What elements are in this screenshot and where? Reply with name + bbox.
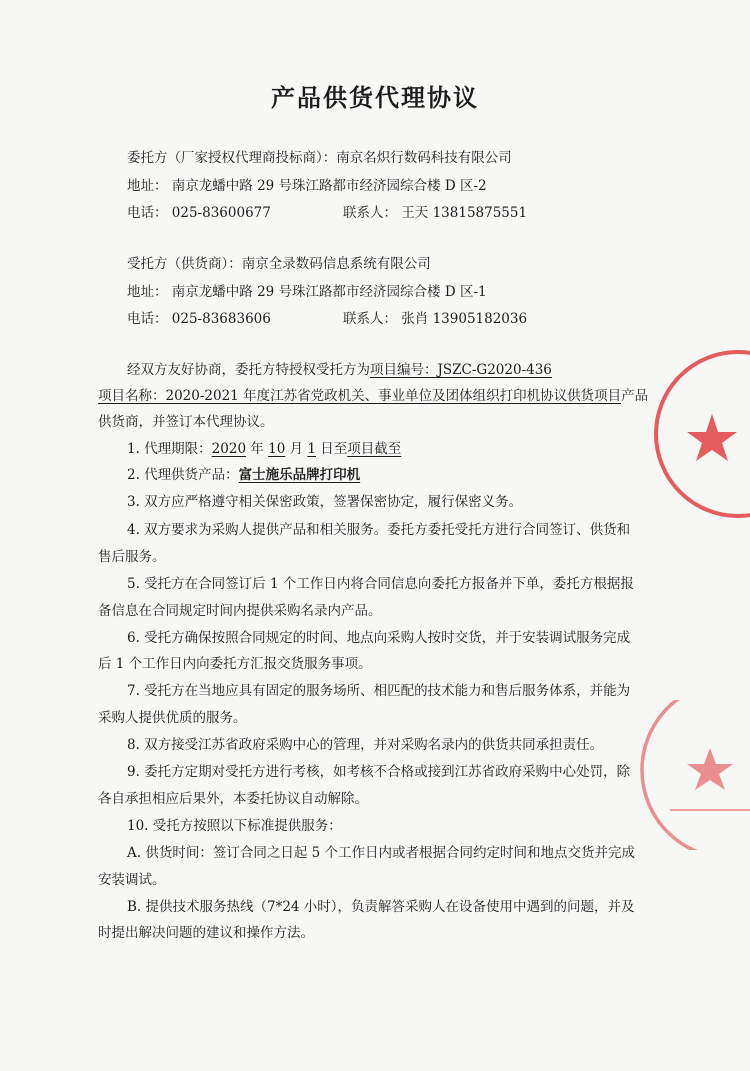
item-6-line-1: 6. 受托方确保按照合同规定的时间、地点向采购人按时交货，并于安装调试服务完成: [127, 630, 631, 646]
principal-phone: 电话： 025-83600677: [127, 205, 271, 221]
item-1-day-unit: 日至: [316, 441, 348, 457]
agent-address: 地址： 南京龙蟠中路 29 号珠江路都市经济园综合楼 D 区-1: [127, 284, 487, 300]
item-1: [127, 437, 401, 457]
project-number: 项目编号：JSZC-G2020-436: [370, 362, 552, 378]
item-1-day: 1: [307, 441, 316, 457]
item-10a-line-1: A. 供货时间：签订合同之日起 5 个工作日内或者根据合同约定时间和地点交货并完成: [127, 845, 636, 861]
intro-text-2: 产品: [621, 388, 649, 404]
item-2: [127, 463, 360, 483]
item-1-label: 1. 代理期限：: [127, 441, 212, 457]
intro-text-1: 经双方友好协商，委托方特授权受托方为: [127, 362, 370, 378]
item-4-line-1: 4. 双方要求为采购人提供产品和相关服务。委托方委托受托方进行合同签订、供货和: [127, 522, 631, 538]
agent-name: 受托方（供货商）：南京全录数码信息系统有限公司: [127, 256, 431, 272]
item-1-year: 2020: [211, 441, 247, 457]
item-1-end: 项目截至: [347, 441, 402, 457]
item-5-line-1: 5. 受托方在合同签订后 1 个工作日内将合同信息向委托方报备并下单，委托方根据报: [127, 576, 634, 592]
principal-contact: 联系人： 王天 13815875551: [343, 205, 528, 221]
item-5-line-2: 备信息在合同规定时间内提供采购名录内产品。: [98, 603, 382, 619]
item-10: 10. 受托方按照以下标准提供服务：: [127, 818, 342, 834]
agent-contact: 联系人： 张肖 13905182036: [343, 311, 528, 327]
principal-address: 地址： 南京龙蟠中路 29 号珠江路都市经济园综合楼 D 区-2: [127, 178, 487, 194]
item-7-line-2: 采购人提供优质的服务。: [98, 710, 247, 726]
item-8: 8. 双方接受江苏省政府采购中心的管理，并对采购名录内的供货共同承担责任。: [127, 737, 604, 753]
intro-line-1: [127, 358, 552, 378]
item-1-month: 10: [268, 441, 286, 457]
item-10a-line-2: 安装调试。: [98, 872, 166, 888]
agent-phone: 电话： 025-83683606: [127, 311, 271, 327]
item-10b-line-2: 时提出解决问题的建议和操作方法。: [98, 925, 314, 941]
item-4-line-2: 售后服务。: [98, 549, 166, 565]
item-10b-line-1: B. 提供技术服务热线（7*24 小时），负责解答采购人在设备使用中遇到的问题，并及: [127, 899, 635, 915]
item-9-line-1: 9. 委托方定期对受托方进行考核，如考核不合格或接到江苏省政府采购中心处罚，除: [127, 764, 631, 780]
item-1-year-unit: 年: [246, 441, 269, 457]
item-2-product: 富士施乐品牌打印机: [238, 467, 361, 483]
principal-name: 委托方（厂家授权代理商投标商）：南京名炽行数码科技有限公司: [127, 150, 512, 166]
item-9-line-2: 各自承担相应后果外，本委托协议自动解除。: [98, 791, 368, 807]
company-seal-quanlu: [640, 342, 750, 522]
project-name: 项目名称：2020-2021 年度江苏省党政机关、事业单位及团体组织打印机协议供货项目: [98, 388, 622, 404]
item-1-month-unit: 月: [285, 441, 308, 457]
contract-seal-mingchixing: [610, 700, 750, 850]
item-6-line-2: 后 1 个工作日内向委托方汇报交货服务事项。: [98, 656, 372, 672]
document-title: 产品供货代理协议: [271, 83, 479, 112]
item-3: 3. 双方应严格遵守相关保密政策，签署保密协定，履行保密义务。: [127, 494, 523, 510]
intro-line-3: 供货商，并签订本代理协议。: [98, 414, 274, 430]
intro-line-2: [98, 384, 648, 404]
item-7-line-1: 7. 受托方在当地应具有固定的服务场所、相匹配的技术能力和售后服务体系，并能为: [127, 683, 631, 699]
item-2-label: 2. 代理供货产品：: [127, 467, 239, 483]
